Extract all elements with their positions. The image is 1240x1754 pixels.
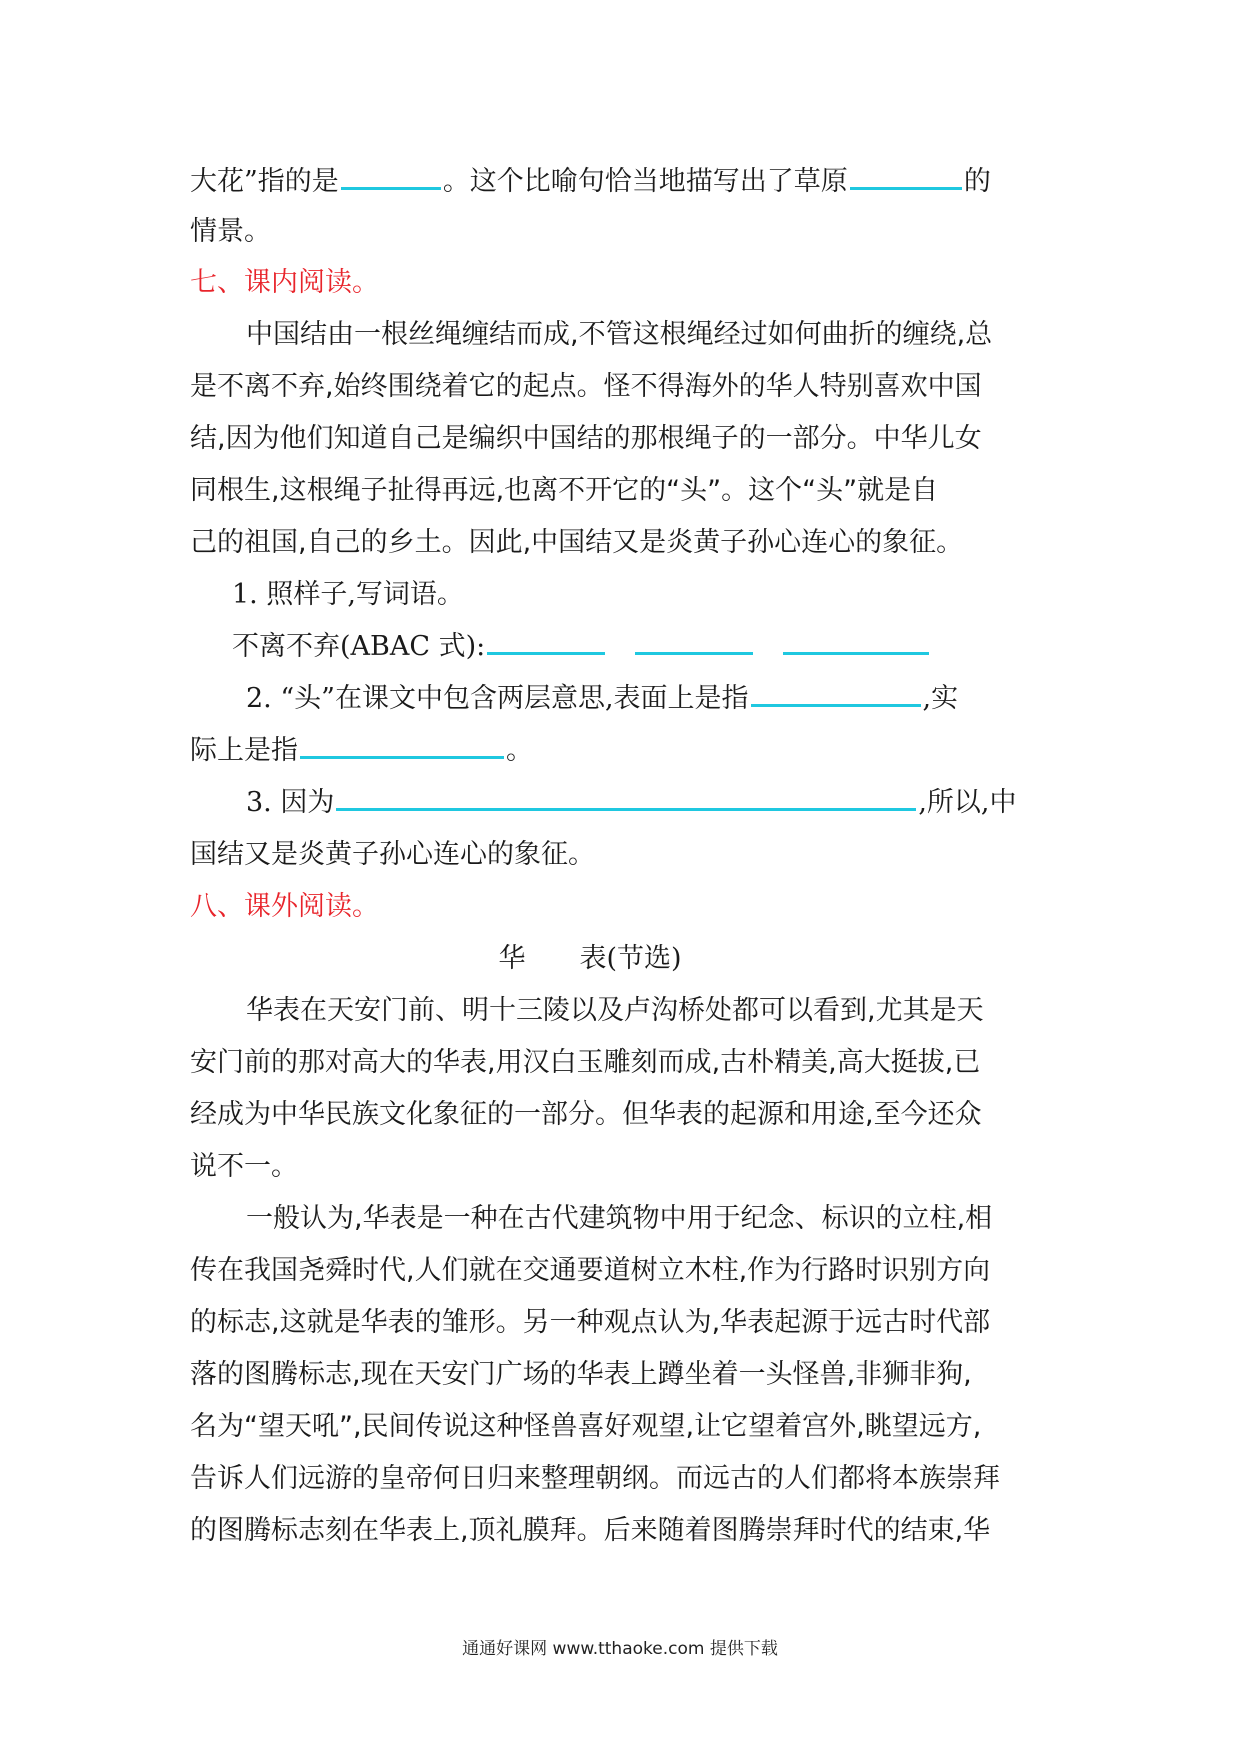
answer-blank[interactable] [336, 780, 916, 811]
line-1 [190, 159, 1060, 205]
question-3-cont: 国结又是炎黄子孙心连心的象征。 [190, 839, 595, 870]
paragraph-line: 的标志,这就是华表的雏形。另一种观点认为,华表起源于远古时代部 [190, 1307, 991, 1338]
paragraph-line: 己的祖国,自己的乡土。因此,中国结又是炎黄子孙心连心的象征。 [190, 527, 964, 558]
paragraph-line: 说不一。 [190, 1151, 298, 1182]
text: 大花”指的是 [190, 166, 339, 197]
section-heading-7: 七、课内阅读。 [190, 267, 379, 298]
paragraph-line: 经成为中华民族文化象征的一部分。但华表的起源和用途,至今还众 [190, 1099, 982, 1130]
text: ,所以,中 [918, 787, 1017, 818]
question-2 [246, 676, 1116, 722]
paragraph-line: 是不离不弃,始终围绕着它的起点。怪不得海外的华人特别喜欢中国 [190, 371, 982, 402]
text: 。这个比喻句恰当地描写出了草原 [442, 166, 848, 197]
text: 3. 因为 [246, 787, 335, 818]
answer-blank[interactable] [635, 624, 753, 655]
answer-blank[interactable] [751, 676, 921, 707]
paragraph-line: 结,因为他们知道自己是编织中国结的那根绳子的一部分。中华儿女 [190, 423, 982, 454]
paragraph-line: 传在我国尧舜时代,人们就在交通要道树立木柱,作为行路时识别方向 [190, 1255, 991, 1286]
question-1: 1. 照样子,写词语。 [232, 579, 464, 610]
paragraph-line: 华表在天安门前、明十三陵以及卢沟桥处都可以看到,尤其是天 [246, 995, 984, 1026]
text: 。 [506, 735, 533, 766]
answer-blank[interactable] [341, 159, 441, 190]
answer-blank[interactable] [300, 728, 504, 759]
paragraph-line: 告诉人们远游的皇帝何日归来整理朝纲。而远古的人们都将本族崇拜 [190, 1463, 1000, 1494]
text: 际上是指 [190, 735, 298, 766]
question-1-answer-line [232, 624, 1102, 670]
page-footer: 通通好课网 www.tthaoke.com 提供下载 [462, 1639, 778, 1659]
paragraph-line: 中国结由一根丝绳缠结而成,不管这根绳经过如何曲折的缠绕,总 [246, 319, 993, 350]
text: 的 [963, 166, 991, 197]
text: 不离不弃(ABAC 式): [232, 631, 486, 662]
question-2-cont [190, 728, 1060, 774]
answer-blank[interactable] [850, 159, 962, 190]
text: ,实 [922, 683, 959, 714]
paragraph-line: 名为“望天吼”,民间传说这种怪兽喜好观望,让它望着宫外,眺望远方, [190, 1411, 982, 1442]
paragraph-line: 一般认为,华表是一种在古代建筑物中用于纪念、标识的立柱,相 [246, 1203, 993, 1234]
paragraph-line: 同根生,这根绳子扯得再远,也离不开它的“头”。这个“头”就是自 [190, 475, 939, 506]
paragraph-line: 落的图腾标志,现在天安门广场的华表上蹲坐着一头怪兽,非狮非狗, [190, 1359, 972, 1390]
question-3 [246, 780, 1116, 826]
paragraph-line: 安门前的那对高大的华表,用汉白玉雕刻而成,古朴精美,高大挺拔,已 [190, 1047, 981, 1078]
answer-blank[interactable] [487, 624, 605, 655]
text: 2. “头”在课文中包含两层意思,表面上是指 [246, 683, 749, 714]
section-heading-8: 八、课外阅读。 [190, 891, 379, 922]
answer-blank[interactable] [783, 624, 929, 655]
line-2: 情景。 [190, 216, 271, 247]
paragraph-line: 的图腾标志刻在华表上,顶礼膜拜。后来随着图腾崇拜时代的结束,华 [190, 1515, 991, 1546]
passage-title: 华 表(节选) [498, 943, 682, 974]
